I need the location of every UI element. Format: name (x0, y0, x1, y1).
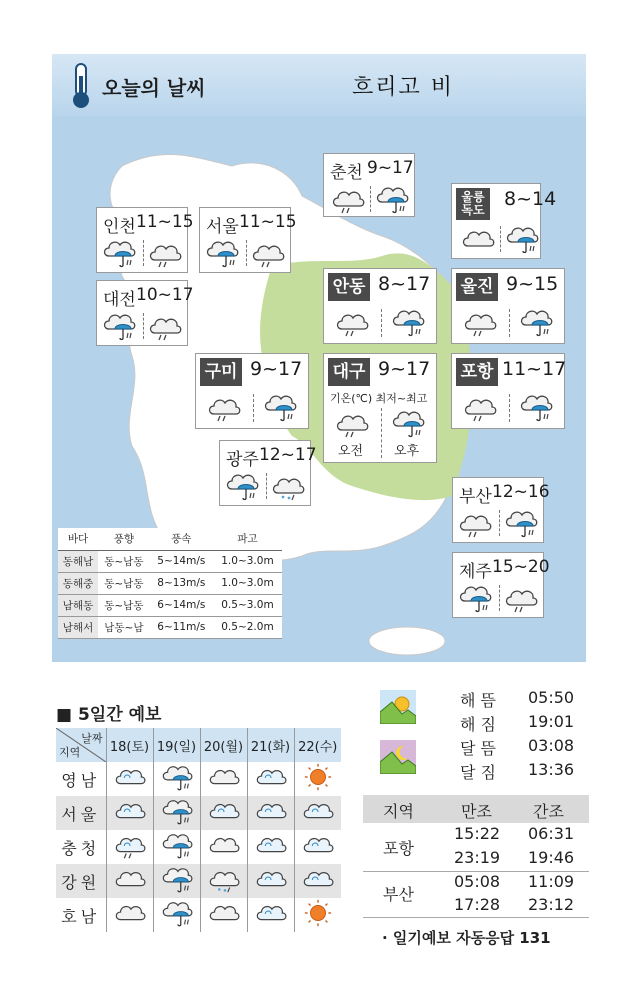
region-name: 호남 (56, 898, 106, 932)
cloud-umbrella-icon (224, 471, 260, 501)
wind-speed: 6~14m/s (150, 594, 213, 616)
corner-region-label: 지역 (59, 746, 81, 759)
partly-cloudy-icon (254, 830, 288, 860)
auto-answer-service: · 일기예보 자동응답 131 (382, 929, 551, 947)
table-row (56, 796, 341, 830)
temp-range: 8~14 (504, 188, 557, 210)
high-tide-time: 17:28 (454, 895, 501, 914)
sun-icon (301, 762, 335, 792)
divider (363, 917, 589, 918)
sea-header-wave: 파고 (213, 528, 282, 550)
day-header: 18(토) (106, 728, 153, 762)
cloud-icon (113, 864, 147, 894)
cloud-rain-icon (462, 307, 498, 337)
city-name-tag: 대구 (328, 358, 370, 386)
cloud-snowrain-icon (270, 471, 306, 501)
pm-label: 오후 (394, 444, 420, 459)
wave-height: 1.0~3.0m (213, 550, 282, 572)
day-header: 21(화) (247, 728, 294, 762)
city-seoul (199, 207, 297, 273)
partly-cloudy-icon (113, 762, 147, 792)
cloud-rain-icon (334, 408, 370, 438)
day-header: 20(월) (200, 728, 247, 762)
cloud-umbrella-icon (390, 408, 426, 438)
temp-range: 12~16 (492, 482, 550, 502)
cloud-umbrella-icon (160, 864, 194, 894)
high-tide-time: 05:08 (454, 872, 501, 891)
table-row (58, 594, 282, 616)
divider (143, 240, 144, 266)
corner-date-label: 날짜 (81, 732, 103, 745)
divider (509, 394, 510, 422)
temp-range: 15~20 (492, 557, 550, 577)
city-incheon (96, 207, 194, 273)
high-tide-time: 23:19 (454, 848, 501, 867)
table-row (56, 762, 341, 796)
city-gwangju (219, 440, 317, 506)
city-daejeon (96, 280, 194, 346)
tide-header-high: 만조 (461, 802, 492, 821)
temp-range: 11~15 (239, 212, 297, 232)
cloud-umbrella-icon (390, 307, 426, 337)
sea-conditions-table (58, 528, 282, 639)
temp-range: 11~17 (502, 358, 567, 380)
temp-range: 10~17 (136, 285, 194, 305)
low-tide-time: 19:46 (528, 848, 575, 867)
city-name: 대전 (103, 290, 136, 310)
divider (500, 226, 501, 252)
city-pohang (451, 353, 565, 429)
cloud-umbrella-icon (504, 224, 540, 254)
table-row (58, 572, 282, 594)
partly-cloudy-icon (254, 864, 288, 894)
temp-range: 9~17 (367, 158, 414, 178)
city-name: 광주 (226, 450, 259, 470)
table-row (56, 864, 341, 898)
divider (266, 473, 267, 499)
temp-legend: 기온(℃) 최저~최고 (330, 392, 428, 405)
wind-direction: 동~남동 (98, 572, 150, 594)
city-ulleung (451, 183, 557, 259)
cloud-icon (207, 830, 241, 860)
wind-direction: 동~남동 (98, 550, 150, 572)
wind-speed: 5~14m/s (150, 550, 213, 572)
temp-range: 11~15 (136, 212, 194, 232)
region-name: 충청 (56, 830, 106, 864)
moonset-time: 13:36 (528, 760, 575, 779)
city-name-tag: 울릉 독도 (456, 188, 490, 220)
wind-speed: 6~11m/s (150, 616, 213, 638)
cloud-umbrella-icon (160, 830, 194, 860)
city-chuncheon (323, 153, 415, 217)
cloud-umbrella-icon (457, 583, 493, 613)
partly-cloudy-icon (301, 796, 335, 826)
temp-range: 9~15 (506, 273, 559, 295)
divider (143, 313, 144, 339)
city-name: 부산 (459, 487, 492, 507)
sea-header-direction: 풍향 (98, 528, 150, 550)
region-name: 영남 (56, 762, 106, 796)
divider (246, 240, 247, 266)
city-name-tag: 울진 (456, 273, 498, 301)
cloud-umbrella-icon (204, 238, 240, 268)
corner-header (56, 728, 106, 762)
partly-cloudy-icon (301, 864, 335, 894)
cloud-umbrella-icon (160, 762, 194, 792)
cloud-rain-icon (147, 311, 183, 341)
region-name: 강원 (56, 864, 106, 898)
cloud-umbrella-icon (160, 898, 194, 928)
cloud-rain-icon (503, 583, 539, 613)
wind-direction: 동~남동 (98, 594, 150, 616)
moonrise-label: 달뜸 (460, 739, 501, 758)
sea-region: 남해서 (58, 616, 98, 638)
wind-speed: 8~13m/s (150, 572, 213, 594)
today-weather-title: 오늘의 날씨 (102, 76, 206, 100)
wave-height: 0.5~2.0m (213, 616, 282, 638)
table-row (58, 616, 282, 638)
temp-range: 12~17 (259, 445, 317, 465)
wave-height: 0.5~3.0m (213, 594, 282, 616)
region-name: 서울 (56, 796, 106, 830)
moon-icon (380, 740, 416, 774)
high-tide-time: 15:22 (454, 824, 501, 843)
cloud-icon (207, 898, 241, 928)
table-row (58, 550, 282, 572)
divider (509, 309, 510, 337)
sunset-label: 해짐 (460, 715, 501, 734)
partly-cloudy-icon (254, 898, 288, 928)
city-jeju (452, 552, 550, 618)
temp-range: 8~17 (378, 273, 431, 295)
cloud-icon (113, 898, 147, 928)
day-header: 19(일) (153, 728, 200, 762)
city-daegu (323, 353, 437, 463)
partly-cloudy-rain-icon (113, 830, 147, 860)
thermometer-icon (68, 62, 94, 110)
temp-range: 9~17 (250, 358, 303, 380)
cloud-umbrella-icon (101, 311, 137, 341)
sea-region: 동해중 (58, 572, 98, 594)
low-tide-time: 06:31 (528, 824, 575, 843)
city-busan (452, 477, 550, 543)
table-row (56, 898, 341, 932)
sunrise-icon (380, 690, 416, 724)
tide-header (363, 795, 589, 823)
city-andong (323, 268, 437, 344)
moonset-label: 달짐 (460, 763, 501, 782)
weather-condition: 흐리고 비 (352, 75, 455, 100)
header-bar (52, 54, 586, 116)
cloud-umbrella-icon (374, 184, 410, 214)
divider (499, 585, 500, 611)
cloud-rain-icon (147, 238, 183, 268)
tide-region: 부산 (383, 885, 414, 904)
cloud-umbrella-icon (518, 307, 554, 337)
partly-cloudy-icon (254, 762, 288, 792)
cloud-rain-icon (250, 238, 286, 268)
city-name: 춘천 (330, 163, 363, 183)
tide-region: 포항 (383, 839, 414, 858)
temp-range: 9~17 (378, 358, 431, 380)
city-name-tag: 포항 (456, 358, 498, 386)
sunrise-label: 해뜸 (460, 691, 501, 710)
city-name: 서울 (206, 217, 239, 237)
cloud-umbrella-icon (160, 796, 194, 826)
cloud-umbrella-icon (518, 392, 554, 422)
city-name-tag: 구미 (200, 358, 242, 386)
city-name: 인천 (103, 217, 136, 237)
cloud-rain-icon (334, 307, 370, 337)
cloud-umbrella-icon (503, 508, 539, 538)
low-tide-time: 11:09 (528, 872, 575, 891)
low-tide-time: 23:12 (528, 895, 575, 914)
city-uljin (451, 268, 565, 344)
sea-region: 동해남 (58, 550, 98, 572)
day-header: 22(수) (294, 728, 341, 762)
city-name: 제주 (459, 562, 492, 582)
cloud-rain-icon (462, 392, 498, 422)
five-day-forecast-title: ■ 5일간 예보 (56, 705, 162, 725)
sunrise-time: 05:50 (528, 688, 575, 707)
divider (499, 510, 500, 536)
partly-cloudy-icon (301, 830, 335, 860)
partly-cloudy-icon (254, 796, 288, 826)
table-row (56, 830, 341, 864)
cloud-umbrella-icon (101, 238, 137, 268)
cloud-rain-icon (206, 392, 242, 422)
partly-cloudy-icon (113, 796, 147, 826)
wind-direction: 남동~남 (98, 616, 150, 638)
divider (381, 408, 382, 458)
cloud-umbrella-icon (262, 392, 298, 422)
cloud-rain-icon (457, 508, 493, 538)
sunset-time: 19:01 (528, 712, 575, 731)
tide-header-region: 지역 (383, 802, 414, 821)
sea-header-region: 바다 (58, 528, 98, 550)
tide-header-low: 간조 (533, 802, 564, 821)
divider (253, 394, 254, 422)
sea-region: 남해동 (58, 594, 98, 616)
moonrise-time: 03:08 (528, 736, 575, 755)
wave-height: 1.0~3.0m (213, 572, 282, 594)
sea-header-speed: 풍속 (150, 528, 213, 550)
partly-cloudy-icon (207, 796, 241, 826)
am-label: 오전 (338, 444, 364, 459)
cloud-rain-icon (330, 184, 366, 214)
city-gumi (195, 353, 309, 429)
five-day-forecast-table (56, 728, 341, 932)
sun-icon (301, 898, 335, 928)
city-name-tag: 안동 (328, 273, 370, 301)
divider (370, 186, 371, 212)
divider (381, 309, 382, 337)
cloud-snowrain-icon (207, 864, 241, 894)
cloud-icon (460, 224, 496, 254)
cloud-icon (207, 762, 241, 792)
